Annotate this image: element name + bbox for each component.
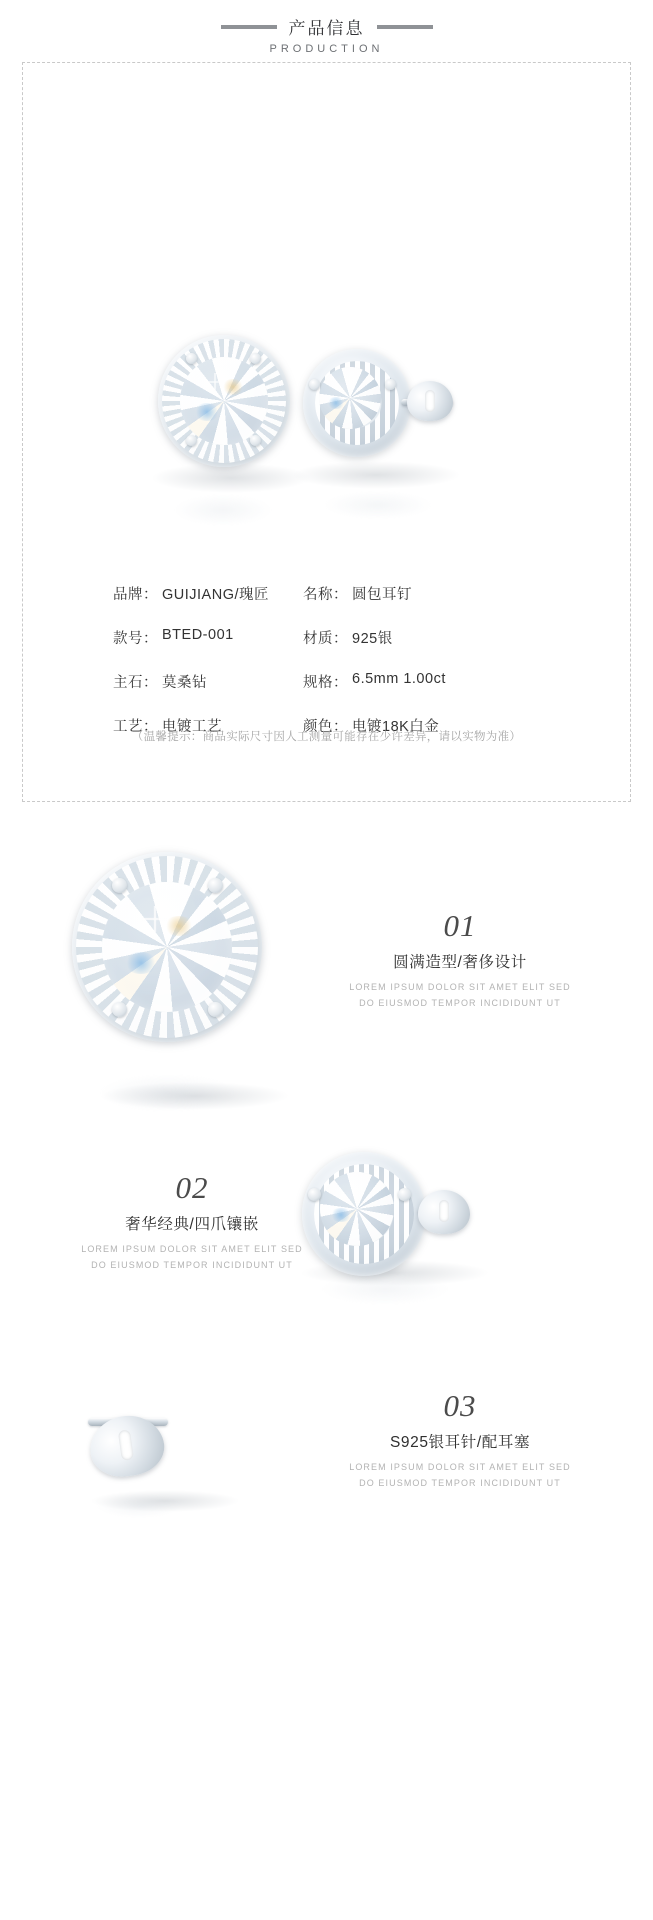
spec-cell-material xyxy=(303,627,393,648)
side-prong-right xyxy=(398,1188,411,1201)
hero-reflection-left xyxy=(173,494,273,526)
spec-cell-main-stone xyxy=(113,671,303,692)
spec-value: GUIJIANG/瑰匠 xyxy=(162,587,270,603)
header-rule-left xyxy=(221,25,277,29)
spec-key: 款号： xyxy=(113,631,158,647)
feature-number: 02 xyxy=(175,1170,209,1205)
feature-lorem-line-2: DO EIUSMOD TEMPOR INCIDIDUNT UT xyxy=(359,998,561,1008)
spec-value: 电镀18K白金 xyxy=(352,719,440,735)
feature1-reflection xyxy=(98,1074,238,1113)
prong-bottom-left xyxy=(112,1002,127,1017)
feature-title: 圆满造型/奢侈设计 xyxy=(393,954,527,971)
hero-shadow-right xyxy=(291,461,461,489)
stone-glint xyxy=(206,373,224,391)
stud-side-view-large xyxy=(302,1152,426,1276)
butterfly-notch xyxy=(118,1429,134,1460)
spec-cell-size xyxy=(303,671,446,692)
halo-stud-front xyxy=(158,335,290,467)
butterfly-notch xyxy=(439,1200,449,1222)
feature-block-03 xyxy=(0,1380,653,1660)
spec-key: 规格： xyxy=(303,675,348,691)
prong-top-right xyxy=(208,878,223,893)
side-prong-left xyxy=(308,1188,321,1201)
spec-key: 主石： xyxy=(113,675,158,691)
stone-glint xyxy=(142,906,168,932)
header-title-row xyxy=(0,14,653,39)
feature-lorem-line-2: DO EIUSMOD TEMPOR INCIDIDUNT UT xyxy=(91,1260,293,1270)
feature-02-text xyxy=(42,1170,342,1272)
spec-key: 工艺： xyxy=(113,719,158,735)
hero-reflection-right xyxy=(323,491,433,520)
stone-facets xyxy=(180,357,268,445)
spec-key: 颜色： xyxy=(303,719,348,735)
spec-cell-name xyxy=(303,583,412,604)
prong-bottom-left xyxy=(186,435,197,446)
spec-key: 材质： xyxy=(303,631,348,647)
product-info-panel xyxy=(22,62,631,802)
prong-bottom-right xyxy=(250,435,261,446)
side-center-stone xyxy=(320,1172,394,1246)
page-header xyxy=(0,0,653,55)
measurement-note: （温馨提示：商品实际尺寸因人工测量可能存在少许差异，请以实物为准） xyxy=(131,731,522,743)
butterfly-back xyxy=(407,381,453,421)
spec-cell-brand xyxy=(113,583,303,604)
hero-product-image xyxy=(23,63,632,533)
feature-number: 01 xyxy=(443,908,477,943)
spec-value: BTED-001 xyxy=(162,627,234,643)
center-stone xyxy=(102,882,232,1012)
feature-03-text xyxy=(310,1388,610,1490)
spec-key: 品牌： xyxy=(113,587,158,603)
page-title: 产品信息 xyxy=(288,19,365,38)
header-rule-right xyxy=(377,25,433,29)
hero-shadow-left xyxy=(151,463,311,493)
stud-side-view xyxy=(303,349,411,457)
feature-lorem-line-1: LOREM IPSUM DOLOR SIT AMET ELIT SED xyxy=(349,1462,571,1472)
spec-value: 莫桑钻 xyxy=(162,675,207,691)
spec-key: 名称： xyxy=(303,587,348,603)
feature-lorem-line-1: LOREM IPSUM DOLOR SIT AMET ELIT SED xyxy=(349,982,571,992)
side-stone-blue-tint xyxy=(330,1208,352,1222)
butterfly-back xyxy=(418,1190,470,1234)
spec-row xyxy=(113,583,543,604)
spec-value: 6.5mm 1.00ct xyxy=(352,671,446,687)
spec-value: 925银 xyxy=(352,631,393,647)
side-stone-blue-tint xyxy=(327,397,345,409)
stone-blue-tint xyxy=(194,403,220,421)
prong-top-left xyxy=(186,353,197,364)
spec-cell-model xyxy=(113,627,303,648)
side-stone-facets xyxy=(320,1172,394,1246)
feature-01-text xyxy=(310,908,610,1010)
feature-lorem-line-1: LOREM IPSUM DOLOR SIT AMET ELIT SED xyxy=(81,1244,303,1254)
feature-block-02 xyxy=(0,1110,653,1390)
feature-title: S925银耳针/配耳塞 xyxy=(389,1434,531,1451)
prong-top-left xyxy=(112,878,127,893)
center-stone xyxy=(180,357,268,445)
spec-value: 圆包耳钉 xyxy=(352,587,412,603)
halo-stud-front-large xyxy=(72,852,262,1042)
stone-gold-tint xyxy=(222,379,244,395)
feature2-reflection xyxy=(320,1273,450,1305)
feature-number: 03 xyxy=(443,1388,477,1423)
butterfly-notch xyxy=(425,390,435,412)
prong-bottom-right xyxy=(208,1002,223,1017)
feature-title: 奢华经典/四爪镶嵌 xyxy=(125,1216,259,1233)
prong-top-right xyxy=(250,353,261,364)
side-center-stone xyxy=(319,367,381,429)
page-subtitle: PRODUCTION xyxy=(269,43,384,55)
stone-gold-tint xyxy=(164,916,194,936)
spec-value: 电镀工艺 xyxy=(162,719,222,735)
side-prong-left xyxy=(309,379,320,390)
spec-row xyxy=(113,627,543,648)
spec-row xyxy=(113,671,543,692)
stone-blue-tint xyxy=(124,952,158,974)
feature-lorem-line-2: DO EIUSMOD TEMPOR INCIDIDUNT UT xyxy=(359,1478,561,1488)
stone-facets xyxy=(102,882,232,1012)
feature3-reflection xyxy=(96,1494,182,1518)
side-prong-right xyxy=(385,379,396,390)
feature-block-01 xyxy=(0,830,653,1110)
